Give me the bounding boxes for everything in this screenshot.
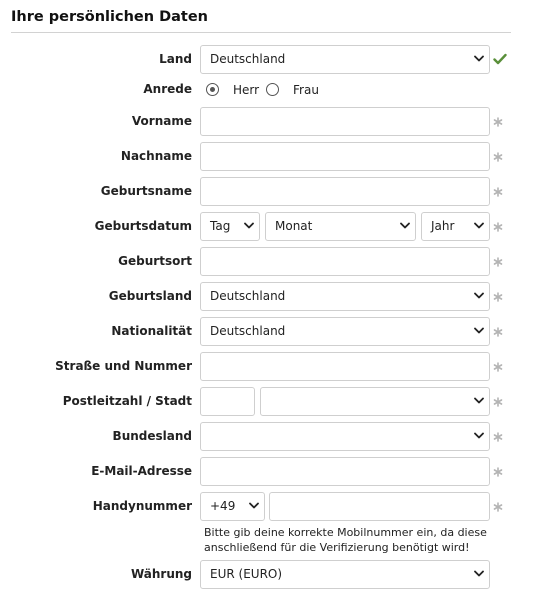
strasse-input[interactable] — [200, 352, 490, 381]
tag-select[interactable] — [200, 212, 260, 241]
strasse-label: Straße und Nummer — [55, 359, 192, 373]
geburtsland-label: Geburtsland — [108, 289, 192, 303]
bundesland-label: Bundesland — [112, 429, 192, 443]
required-star-icon — [493, 257, 503, 267]
land-select[interactable] — [200, 45, 490, 74]
email-label: E-Mail-Adresse — [91, 464, 192, 478]
plz-stadt-label: Postleitzahl / Stadt — [62, 394, 192, 408]
land-select-value: Deutschland — [210, 52, 286, 66]
geburtsland-select-value: Deutschland — [210, 289, 286, 303]
geburtsort-label: Geburtsort — [118, 254, 192, 268]
required-star-icon — [493, 117, 503, 127]
vorname-input[interactable] — [200, 107, 490, 136]
chevron-down-icon — [474, 55, 484, 63]
required-star-icon — [493, 397, 503, 407]
chevron-down-icon — [244, 222, 254, 230]
bundesland-select[interactable] — [200, 422, 490, 451]
nationalitaet-select[interactable] — [200, 317, 490, 346]
geburtsname-label: Geburtsname — [100, 184, 192, 198]
required-star-icon — [493, 222, 503, 232]
handynummer-hint: Bitte gib deine korrekte Mobilnummer ein, da diese anschließend für die Verifizierung benötigt wird! — [204, 526, 487, 554]
geburtsort-input[interactable] — [200, 247, 490, 276]
chevron-down-icon — [474, 397, 484, 405]
chevron-down-icon — [474, 327, 484, 335]
tag-select-value: Tag — [210, 219, 231, 233]
radio-frau[interactable] — [266, 83, 279, 96]
geburtsname-input[interactable] — [200, 177, 490, 206]
handynummer-input[interactable] — [269, 492, 490, 521]
required-star-icon — [493, 327, 503, 337]
required-star-icon — [493, 362, 503, 372]
waehrung-select[interactable] — [200, 560, 490, 589]
postleitzahl-input[interactable] — [200, 387, 255, 416]
radio-herr-label[interactable]: Herr — [233, 83, 260, 97]
monat-select-value: Monat — [275, 219, 313, 233]
radio-herr[interactable] — [206, 83, 219, 96]
required-star-icon — [493, 187, 503, 197]
required-star-icon — [493, 432, 503, 442]
chevron-down-icon — [474, 432, 484, 440]
geburtsdatum-label: Geburtsdatum — [94, 219, 192, 233]
nachname-input[interactable] — [200, 142, 490, 171]
title-divider — [11, 32, 511, 33]
chevron-down-icon — [474, 222, 484, 230]
waehrung-label: Währung — [130, 567, 192, 581]
required-star-icon — [493, 467, 503, 477]
radio-frau-label[interactable]: Frau — [293, 83, 319, 97]
vorname-label: Vorname — [131, 114, 192, 128]
checkmark-icon — [493, 53, 507, 65]
nachname-label: Nachname — [120, 149, 192, 163]
nationalitaet-label: Nationalität — [111, 324, 192, 338]
geburtsland-select[interactable] — [200, 282, 490, 311]
email-input[interactable] — [200, 457, 490, 486]
nationalitaet-select-value: Deutschland — [210, 324, 286, 338]
chevron-down-icon — [400, 222, 410, 230]
monat-select[interactable] — [265, 212, 416, 241]
chevron-down-icon — [474, 570, 484, 578]
chevron-down-icon — [249, 502, 259, 510]
vorwahl-select-value: +49 — [210, 499, 236, 513]
page-title: Ihre persönlichen Daten — [11, 9, 209, 25]
required-star-icon — [493, 292, 503, 302]
anrede-label: Anrede — [143, 82, 192, 96]
land-label: Land — [159, 52, 192, 66]
stadt-select[interactable] — [260, 387, 490, 416]
vorwahl-select[interactable] — [200, 492, 265, 521]
handy-label: Handynummer — [92, 499, 192, 513]
jahr-select-value: Jahr — [431, 219, 455, 233]
required-star-icon — [493, 152, 503, 162]
required-star-icon — [493, 502, 503, 512]
waehrung-select-value: EUR (EURO) — [210, 567, 283, 581]
jahr-select[interactable] — [421, 212, 490, 241]
chevron-down-icon — [474, 292, 484, 300]
